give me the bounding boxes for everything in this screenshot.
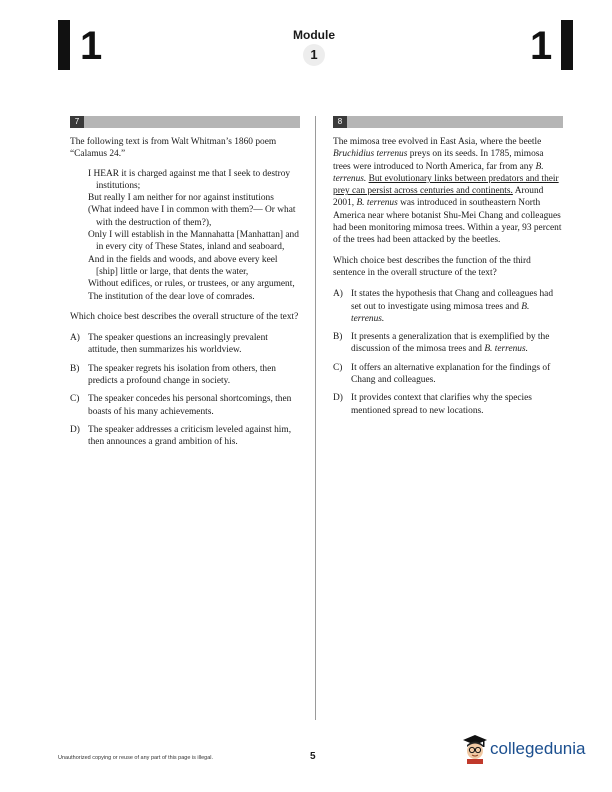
- choice-text: It offers an alternative explanation for the findings of Chang and colleagues.: [351, 362, 551, 386]
- logo-text: collegedunia: [490, 739, 586, 758]
- poem-line: And in the fields and woods, and above every keel [ship] little or large, that dents the water,: [88, 254, 278, 277]
- choice-letter: C): [70, 394, 80, 405]
- choice-text: The speaker questions an increasingly prevalent attitude, then summarizes his worldview.: [88, 333, 268, 356]
- choice-text: The speaker concedes his personal shortcomings, then boasts of his many achievements.: [88, 394, 292, 417]
- poem: [88, 168, 300, 303]
- question-8: [333, 116, 563, 423]
- copyright-notice: Unauthorized copying or reuse of any part of this page is illegal.: [58, 755, 214, 761]
- question-number: 8: [333, 116, 347, 128]
- choice-letter: B): [70, 363, 80, 374]
- poem-line: Without edifices, or rules, or trustees, or any argument,: [88, 279, 295, 290]
- module-corner-number-left: 1: [80, 24, 103, 68]
- question-stem: Which choice best describes the function of the third sentence in the overall structure of the text?: [333, 255, 531, 278]
- page-number: 5: [310, 751, 316, 762]
- answer-choice-c[interactable]: [333, 362, 563, 387]
- answer-choice-d[interactable]: [70, 424, 300, 449]
- question-stem: Which choice best describes the overall structure of the text?: [70, 311, 299, 322]
- module-number: 1: [303, 44, 325, 66]
- choice-letter: D): [333, 393, 343, 404]
- choice-letter: B): [333, 332, 343, 343]
- question-7: [70, 116, 300, 455]
- module-badge: [276, 28, 352, 66]
- corner-bar-left: [58, 20, 70, 70]
- question-bar: [333, 116, 563, 128]
- answer-choice-b[interactable]: [70, 363, 300, 388]
- answer-choices: [70, 332, 300, 448]
- answer-choice-c[interactable]: [70, 393, 300, 418]
- choice-text: The speaker regrets his isolation from others, then predicts a profound change in society.: [88, 363, 276, 387]
- choice-letter: C): [333, 362, 343, 373]
- module-corner-number-right: 1: [530, 24, 553, 68]
- choice-text: It states the hypothesis that Chang and colleagues had set out to investigate using mimosa trees and B. terrenus.: [351, 289, 554, 324]
- column-divider: [315, 116, 316, 720]
- poem-line: I HEAR it is charged against me that I seek to destroy institutions;: [88, 168, 291, 191]
- answer-choice-a[interactable]: [70, 332, 300, 357]
- module-label: Module: [293, 28, 335, 42]
- poem-line: (What indeed have I in common with them?— Or what with the destruction of them?),: [88, 205, 296, 228]
- answer-choice-b[interactable]: [333, 331, 563, 356]
- poem-line: The institution of the dear love of comrades.: [88, 291, 255, 302]
- answer-choice-a[interactable]: [333, 288, 563, 325]
- choice-letter: A): [333, 289, 343, 300]
- choice-letter: D): [70, 424, 80, 435]
- underlined-sentence: But evolutionary links between predators and their prey can persist across centuries and continents.: [333, 173, 559, 197]
- passage-text: The mimosa tree evolved in East Asia, where the beetle Bruchidius terrenus preys on its seeds. In 1785, mimosa trees were introduced to North America, far from any B. terrenus. But evolutionary links between predators and their prey can persist across centuries and continents. Around 2001, B. terrenus was introduced in southeastern North America near where botanist Shu-Mei Chang and colleagues had been monitoring mimosa trees. Within a year, 93 percent of the trees had been attacked by the beetles.: [333, 137, 562, 246]
- answer-choices: [333, 288, 563, 417]
- choice-text: It provides context that clarifies why the species mentioned spread to new locations.: [351, 393, 532, 416]
- answer-choice-d[interactable]: [333, 392, 563, 417]
- question-number: 7: [70, 116, 84, 128]
- choice-text: The speaker addresses a criticism leveled against him, then announces a grand ambition of his.: [88, 424, 292, 448]
- poem-line: But really I am neither for nor against institutions: [88, 193, 274, 204]
- graduate-mascot-icon: [462, 734, 488, 764]
- corner-bar-right: [561, 20, 573, 70]
- passage-intro: The following text is from Walt Whitman’s 1860 poem “Calamus 24.”: [70, 137, 277, 160]
- collegedunia-logo: [462, 734, 585, 764]
- question-bar: [70, 116, 300, 128]
- choice-letter: A): [70, 333, 80, 344]
- choice-text: It presents a generalization that is exemplified by the discussion of the mimosa trees and B. terrenus.: [351, 332, 550, 355]
- poem-line: Only I will establish in the Mannahatta [Manhattan] and in every city of These States, inland and seaboard,: [88, 230, 299, 253]
